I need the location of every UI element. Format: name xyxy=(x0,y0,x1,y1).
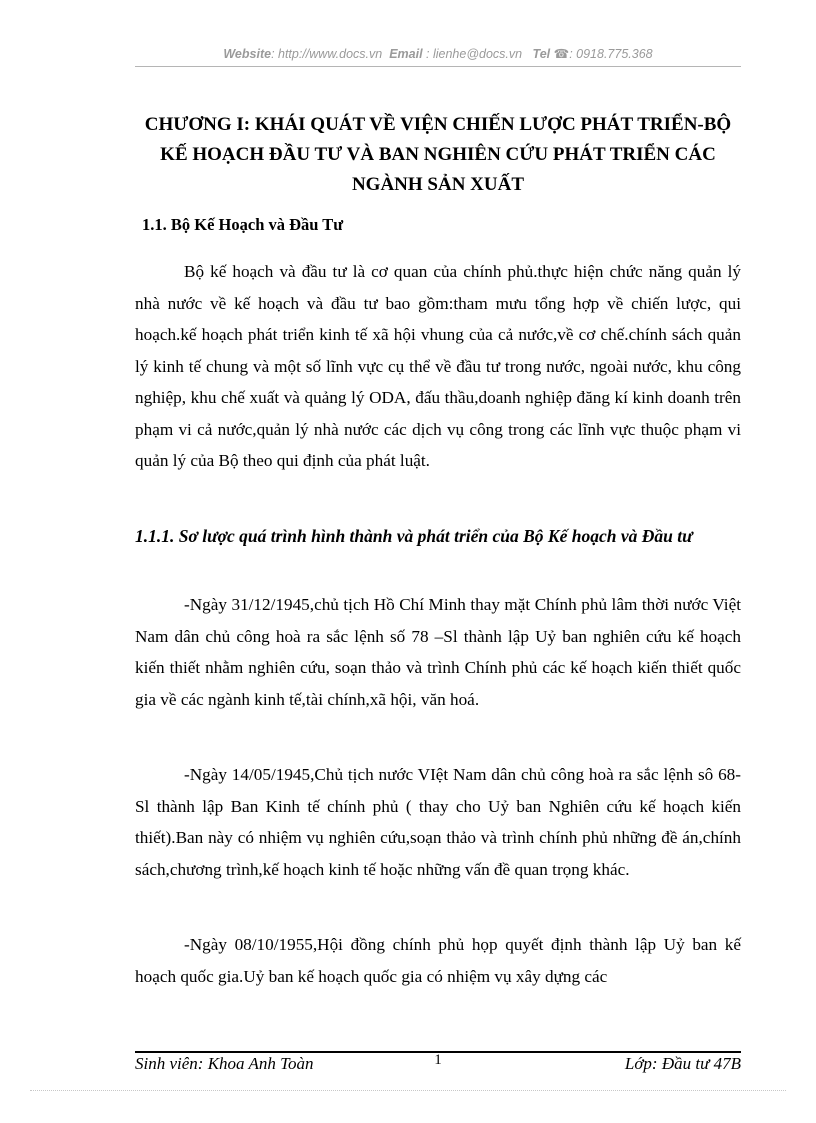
paragraph-4: -Ngày 08/10/1955,Hội đồng chính phủ họp quyết định thành lập Uỷ ban kế hoạch quốc gia.Uỷ ban kế hoạch quốc gia có nhiệm vụ xây dựng các xyxy=(135,935,741,986)
tel-label: Tel xyxy=(532,47,551,61)
paragraph-2: -Ngày 31/12/1945,chủ tịch Hồ Chí Minh thay mặt Chính phủ lâm thời nước Việt Nam dân chủ công hoà ra sắc lệnh số 78 –Sl thành lập Uỷ ban nghiên cứu kế hoạch kiến thiết nhằm nghiên cứu, soạn thảo và trình Chính phủ các kế hoạch kiến thiết quốc gia về các ngành kinh tế,tài chính,xã hội, văn hoá. xyxy=(135,595,741,709)
footer-class: Lớp: Đầu tư 47B xyxy=(624,1054,741,1073)
footer-student: Sinh viên: Khoa Anh Toàn xyxy=(135,1054,314,1073)
page-footer xyxy=(135,1054,741,1078)
header-divider xyxy=(135,66,741,67)
page-header xyxy=(135,46,741,68)
phone-icon: ☎ xyxy=(553,47,570,61)
paragraph-1: Bộ kế hoạch và đầu tư là cơ quan của chính phủ.thực hiện chức năng quản lý nhà nước về kế hoạch và đầu tư bao gồm:tham mưu tổng hợp về chiến lược, qui hoạch.kế hoạch phát triển kinh tế xã hội vhung của cả nước,về cơ chế.chính sách quản lý kinh tế chung và một số lĩnh vực cụ thể về đầu tư trong nước, ngoài nước, khu công nghiệp, khu chế xuất và quảng lý ODA, đấu thầu,doanh nghiệp đăng kí kinh doanh trên phạm vi cả nước,quản lý nhà nước các dịch vụ công trong các lĩnh vực thuộc phạm vi quản lý của Bộ theo qui định của phát luật. xyxy=(135,262,741,470)
subsection-heading: 1.1.1. Sơ lược quá trình hình thành và phát triển của Bộ Kế hoạch và Đầu tư xyxy=(135,526,693,546)
page-number: 1 xyxy=(434,1052,442,1068)
chapter-title: CHƯƠNG I: KHÁI QUÁT VỀ VIỆN CHIẾN LƯỢC PHÁT TRIỂN-BỘ KẾ HOẠCH ĐẦU TƯ VÀ BAN NGHIÊN CỨU PHÁT TRIỂN CÁC NGÀNH SẢN XUẤT xyxy=(144,114,732,195)
section-heading: 1.1. Bộ Kế Hoạch và Đầu Tư xyxy=(142,215,344,234)
website-value: : http://www.docs.vn xyxy=(271,47,383,61)
website-label: Website xyxy=(223,47,272,61)
page-bottom-divider xyxy=(30,1090,786,1091)
email-label: Email xyxy=(389,47,423,61)
email-value: : lienhe@docs.vn xyxy=(426,47,523,61)
paragraph-3: -Ngày 14/05/1945,Chủ tịch nước VIệt Nam dân chủ công hoà ra sắc lệnh sô 68-Sl thành lập Ban Kinh tế chính phủ ( thay cho Uỷ ban Nghiên cứu kế hoạch kiến thiết).Ban này có nhiệm vụ nghiên cứu,soạn thảo và trình chính phủ những đề án,chính sách,chương trình,kế hoạch kinh tế hoặc những vấn đề quan trọng khác. xyxy=(135,765,741,879)
tel-value: : 0918.775.368 xyxy=(569,47,653,61)
